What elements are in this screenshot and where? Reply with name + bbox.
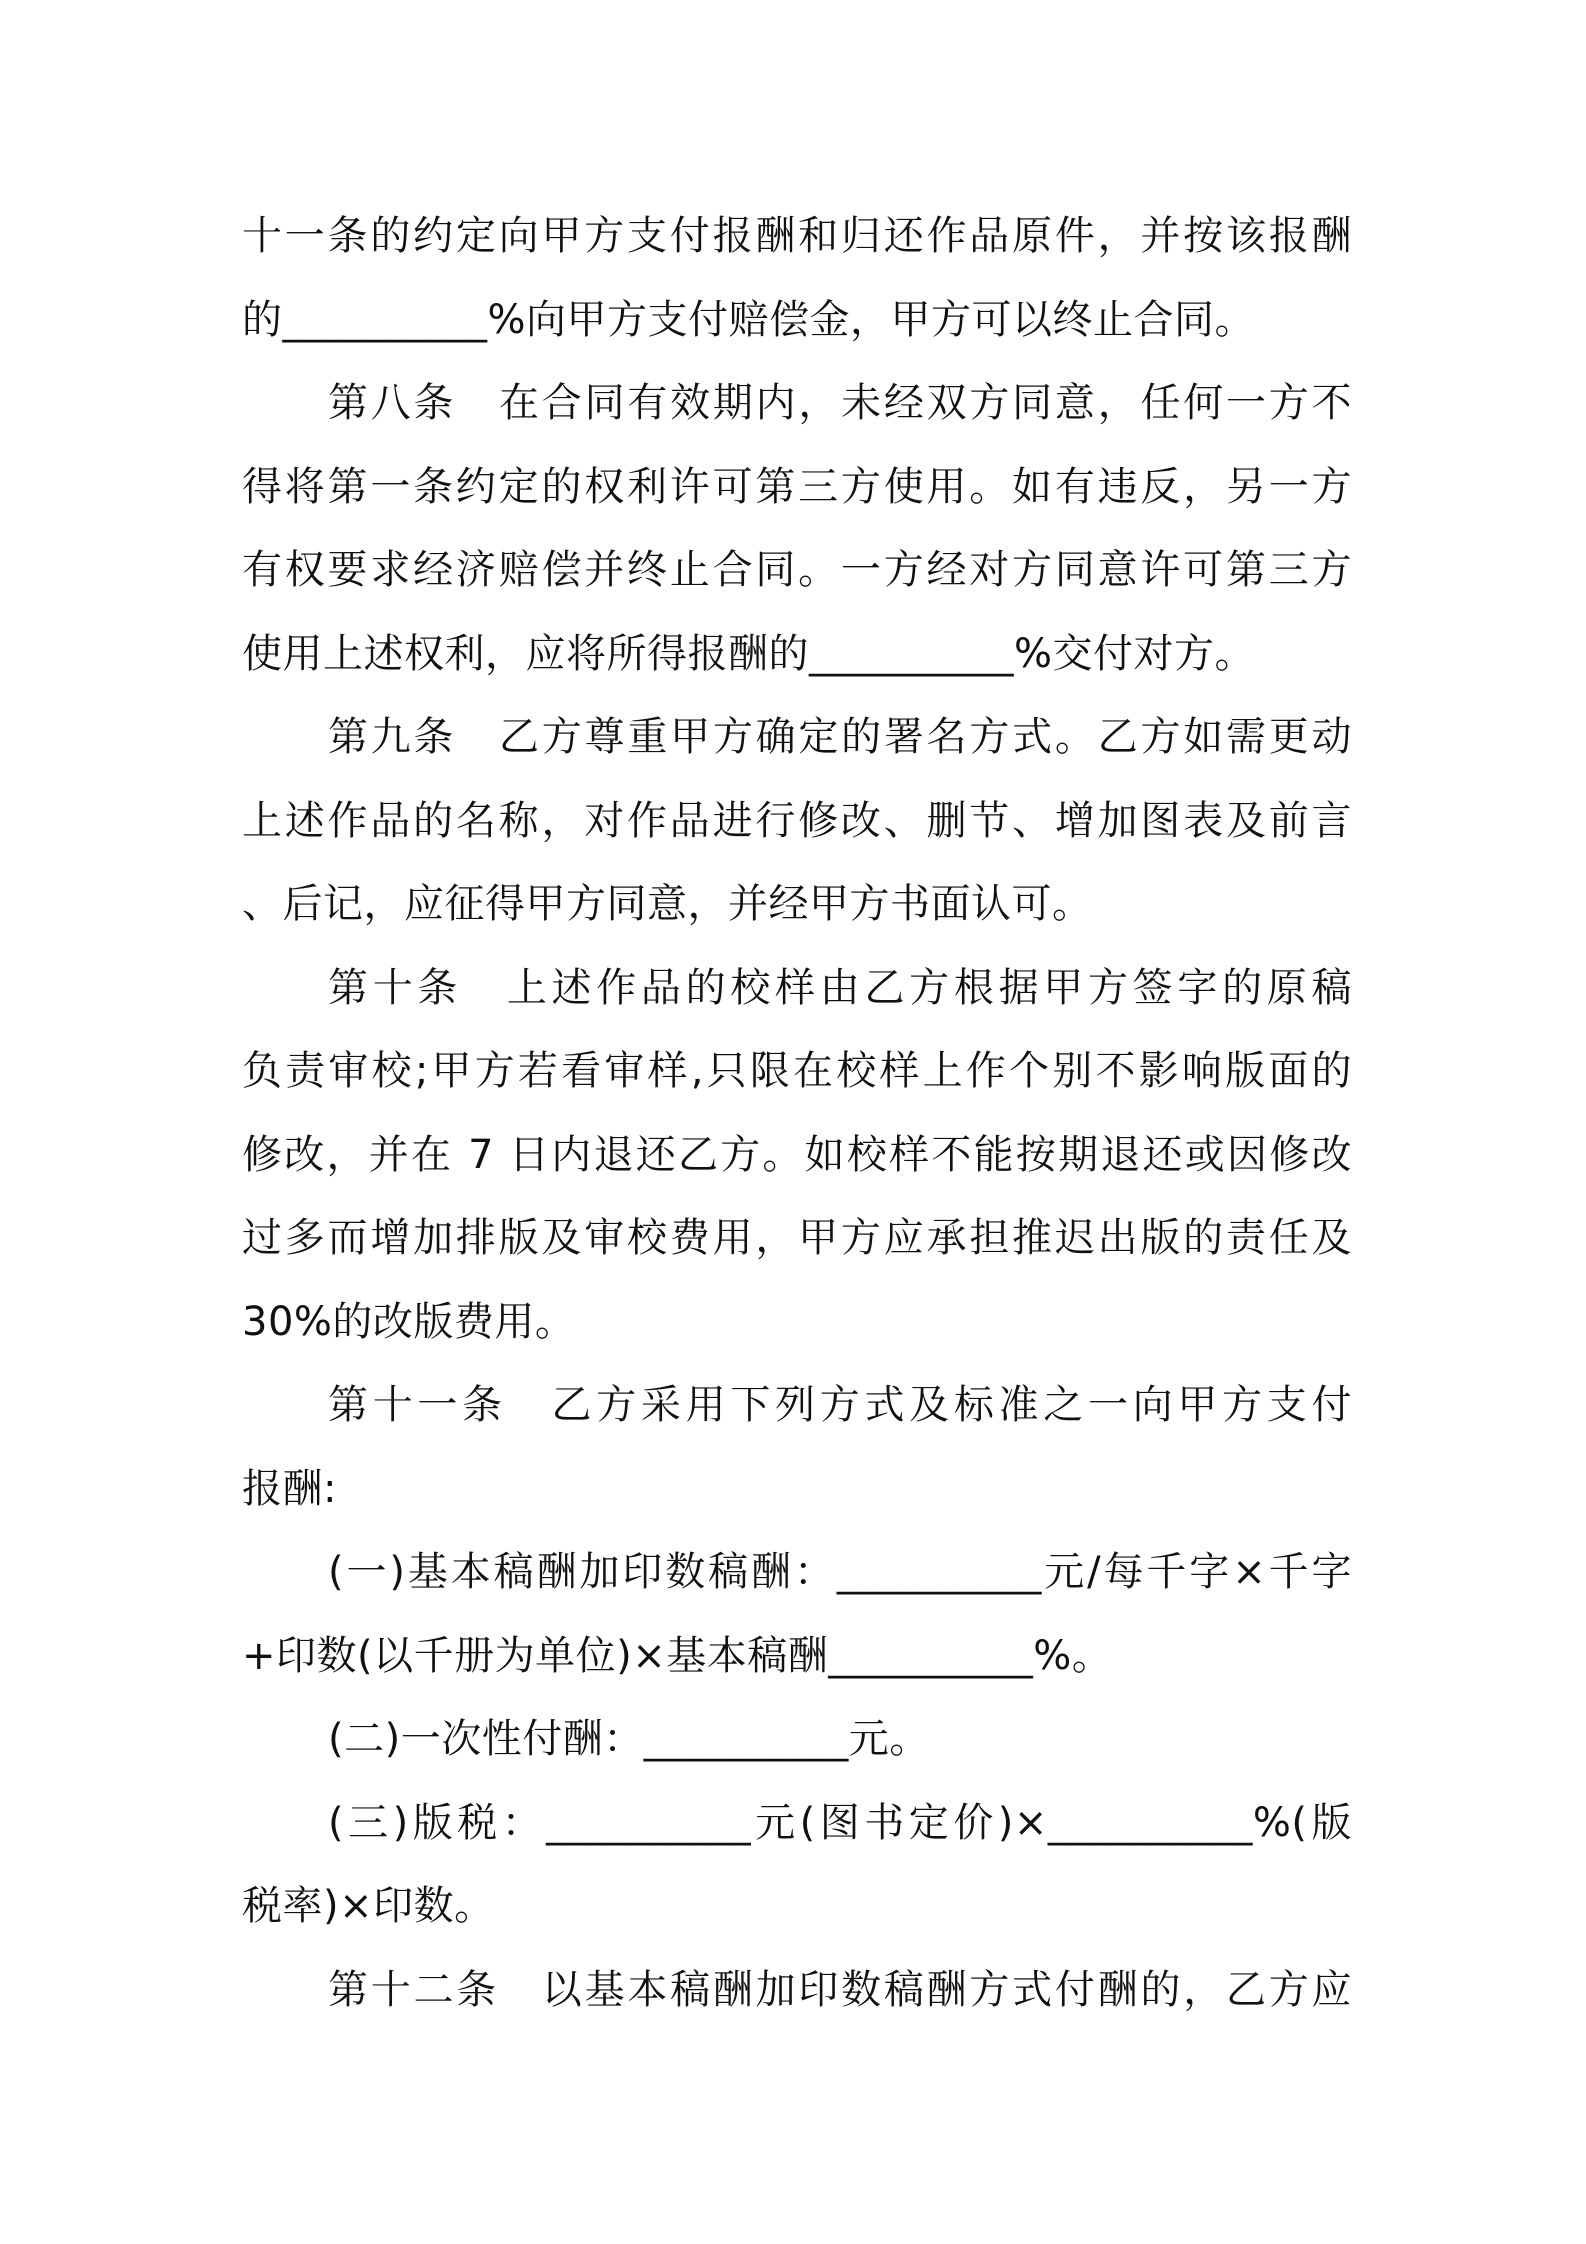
text-line: 第九条 乙方尊重甲方确定的署名方式。乙方如需更动: [328, 714, 1352, 760]
text-line: 第八条 在合同有效期内，未经双方同意，任何一方不: [328, 380, 1352, 426]
text-line: (二)一次性付酬：__________元。: [328, 1716, 930, 1762]
text-line: 修改，并在 7 日内退还乙方。如校样不能按期退还或因修改: [242, 1131, 1352, 1178]
text-line: (三)版税：__________元(图书定价)×__________%(版: [328, 1799, 1352, 1846]
text-line: 报酬:: [242, 1465, 337, 1512]
text-line: 税率)×印数。: [242, 1883, 495, 1929]
text-line: 有权要求经济赔偿并终止合同。一方经对方同意许可第三方: [242, 547, 1352, 593]
text-line: 使用上述权利，应将所得报酬的__________%交付对方。: [242, 630, 1256, 677]
text-line: 30%的改版费用。: [242, 1298, 576, 1345]
text-line: 得将第一条约定的权利许可第三方使用。如有违反，另一方: [242, 463, 1352, 510]
document-body: [242, 195, 1352, 2032]
text-line: 上述作品的名称，对作品进行修改、删节、增加图表及前言: [242, 797, 1352, 844]
text-line: 过多而增加排版及审校费用，甲方应承担推迟出版的责任及: [242, 1215, 1352, 1261]
text-line: +印数(以千册为单位)×基本稿酬__________%。: [242, 1632, 1113, 1679]
text-line: (一)基本稿酬加印数稿酬：__________元/每千字×千字: [328, 1549, 1352, 1595]
text-line: 第十一条 乙方采用下列方式及标准之一向甲方支付: [328, 1382, 1352, 1428]
text-line: 、后记，应征得甲方同意，并经甲方书面认可。: [242, 881, 1093, 927]
text-line: 十一条的约定向甲方支付报酬和归还作品原件，并按该报酬: [242, 213, 1352, 259]
text-line: 的__________%向甲方支付赔偿金，甲方可以终止合同。: [242, 296, 1256, 343]
text-line: 负责审校;甲方若看审样,只限在校样上作个别不影响版面的: [242, 1048, 1352, 1094]
text-line: 第十二条 以基本稿酬加印数稿酬方式付酬的，乙方应: [328, 1966, 1352, 2013]
text-line: 第十条 上述作品的校样由乙方根据甲方签字的原稿: [328, 964, 1352, 1011]
